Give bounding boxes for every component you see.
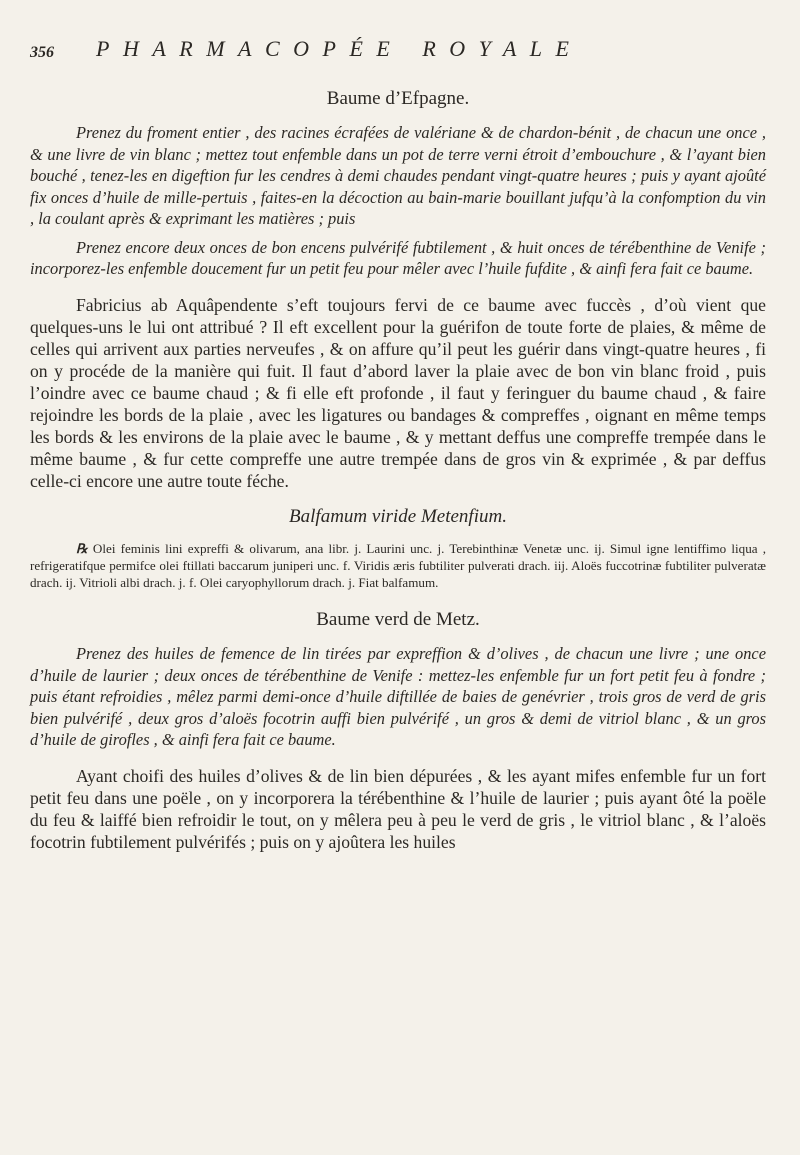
section-heading-baume-verd: Baume verd de Metz.: [316, 609, 480, 631]
latin-formula-paragraph: [30, 540, 766, 592]
recipe-paragraph: Prenez encore deux onces de bon encens pulvérifé fubtilement , & huit onces de térébenthine de Venife ; incorporez-les enfemble doucement fur un petit feu pour mêler avec l’huile fufdite , & ainfi fera fait ce baume.: [30, 237, 766, 278]
page-number: 356: [30, 44, 54, 61]
latin-formula-text: Olei feminis lini expreffi & olivarum, ana libr. j. Laurini unc. j. Terebinthinæ Venetæ unc. ij. Simul igne lentiffimo liqua , refrigeratifque permifce olei ftillati baccarum juniperi unc. f. Viridis æris fubtiliter pulverati drach. iij. Aloës fuccotrinæ fubtiliter pulveratæ drach. ij. Vitrioli albi drach. j. f. Olei caryophyllorum drach. j. Fiat balfamum.: [30, 540, 766, 590]
recipe-paragraph: Prenez du froment entier , des racines écrafées de valériane & de chardon-bénit , de chacun une once , & une livre de vin blanc ; mettez tout enfemble dans un pot de terre verni étroit d’embouchure , & l’ayant bien bouché , tenez-les en digeftion fur les cendres à demi chaudes pendant vingt-quatre heures ; puis y ayant ajoûté fix onces d’huile de mille-pertuis , faites-en la décoction au bain-marie bouillant jufqu’à la confomption du vin , la coulant après & exprimant les matières ; puis: [30, 123, 766, 228]
recipe-symbol-icon: ℞: [76, 540, 88, 556]
page-body: [30, 88, 766, 853]
running-head: [30, 36, 766, 66]
running-title: PHARMACOPÉE ROYALE: [96, 36, 583, 61]
commentary-paragraph: Ayant choifi des huiles d’olives & de lin bien dépurées , & les ayant mifes enfemble fur un fort petit feu dans une poële , on y incorporera la térébenthine & l’huile de laurier ; puis ayant ôté la poële du feu & laiffé bien refroidir le tout, on y mêlera peu à peu le verd de gris , le vitriol blanc , & l’aloës focotrin fubtilement pulvérifés ; puis on y ajoûtera les huiles: [30, 765, 766, 852]
recipe-paragraph: Prenez des huiles de femence de lin tirées par expreffion & d’olives , de chacun une livre ; une once d’huile de laurier ; deux onces de térébenthine de Venife : mettez-les enfemble fur un fort petit feu à fondre ; puis étant refroidies , mêlez parmi demi-once d’huile diftillée de baies de genévrier , trois gros de verd de gris bien pulvérifé , deux gros d’aloës focotrin auffi bien pulvérifé , un gros & demi de vitriol blanc , & un gros d’huile de girofles , & ainfi fera fait ce baume.: [30, 644, 766, 750]
section-heading-balsamum-viride: Balfamum viride Metenfium.: [289, 505, 507, 527]
commentary-paragraph: Fabricius ab Aquâpendente s’eft toujours fervi de ce baume avec fuccès , d’où vient que quelques-uns le lui ont attribué ? Il eft excellent pour la guérifon de toute forte de plaies, & même de celles qui arrivent aux parties nerveufes , & on affure qu’il peut les guérir dans vingt-quatre heures , fi on y procéde de la manière qui fuit. Il faut d’abord laver la plaie avec de bon vin blanc froid , puis l’oindre avec ce baume chaud ; & fi elle eft profonde , il faut y feringuer du baume chaud , & faire rejoindre les bords de la plaie , avec les ligatures ou bandages & compreffes , oignant en même temps les bords & les environs de la plaie avec le baume , & y mettant deffus une compreffe trempée dans le même baume , & fur cette compreffe une autre trempée dans de gros vin & exprimée , & par deffus celle-ci encore une autre toute féche.: [30, 294, 766, 491]
section-heading-baume-espagne: Baume d’Efpagne.: [326, 88, 470, 109]
